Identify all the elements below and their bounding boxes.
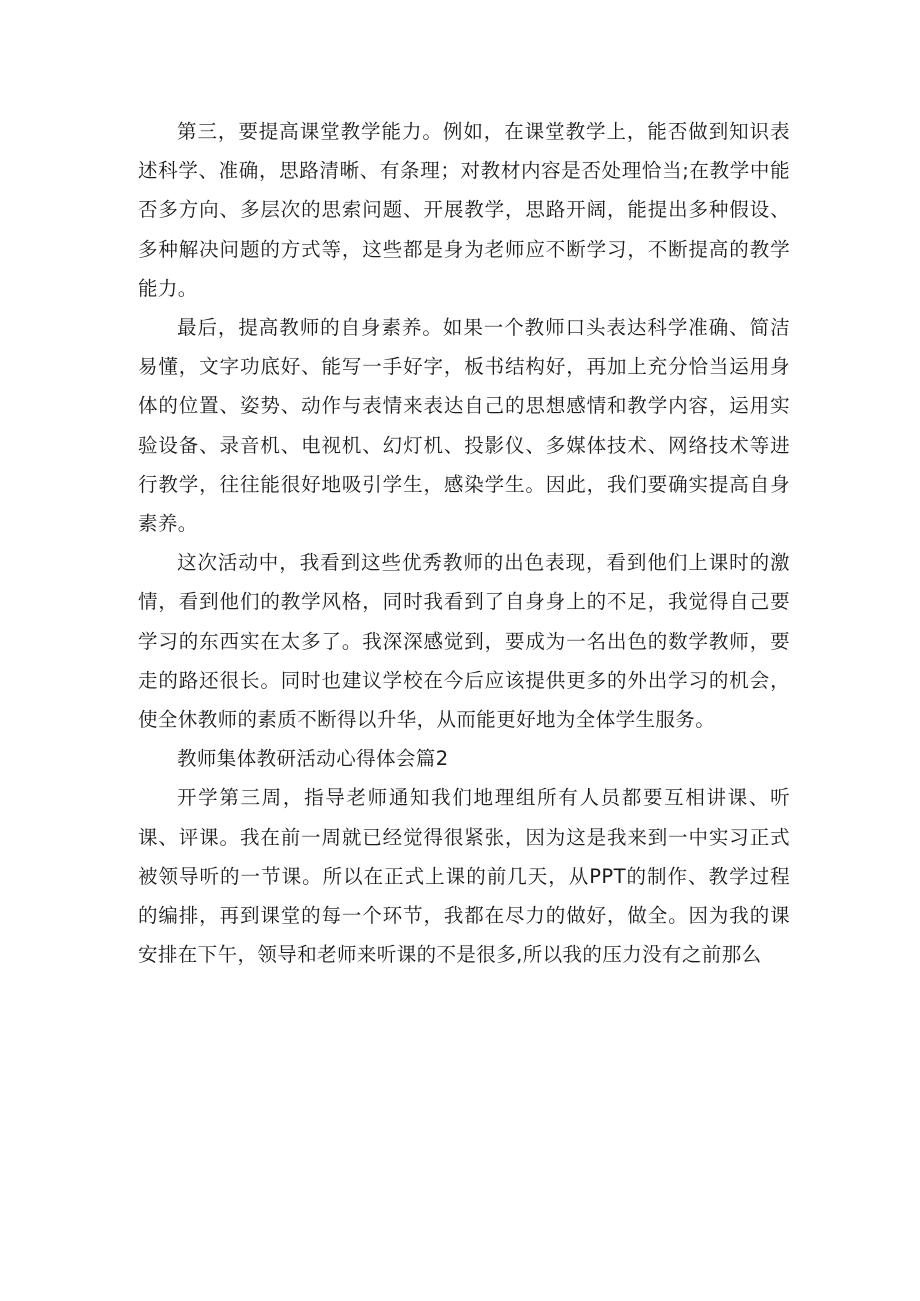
paragraph-self-quality: 最后，提高教师的自身素养。如果一个教师口头表达科学准确、简洁易懂，文字功底好、能写一手好字，板书结构好，再加上充分恰当运用身体的位置、姿势、动作与表情来表达自己的思想感情和教学内容，运用实验设备、录音机、电视机、幻灯机、投影仪、多媒体技术、网络技术等进行教学，往往能很好地吸引学生，感染学生。因此，我们要确实提高自身素养。	[138, 316, 790, 536]
document-body	[138, 112, 790, 974]
paragraph-classroom-teaching-ability: 第三，要提高课堂教学能力。例如，在课堂教学上，能否做到知识表述科学、准确，思路清晰、有条理；对教材内容是否处理恰当;在教学中能否多方向、多层次的思索问题、开展教学，思路开阔，能提出多种假设、多种解决问题的方式等，这些都是身为老师应不断学习，不断提高的教学能力。	[138, 120, 790, 300]
section-heading: 教师集体教研活动心得体会篇2	[177, 747, 449, 771]
paragraph-activity-reflection: 这次活动中，我看到这些优秀教师的出色表现，看到他们上课时的激情，看到他们的教学风格，同时我看到了自身身上的不足，我觉得自己要学习的东西实在太多了。我深深感觉到，要成为一名出色的数学教师，要走的路还很长。同时也建议学校在今后应该提供更多的外出学习的机会，使全休教师的素质不断得以升华，从而能更好地为全体学生服务。	[138, 551, 790, 732]
paragraph-third-week: 开学第三周，指导老师通知我们地理组所有人员都要互相讲课、听课、评课。我在前一周就已经觉得很紧张，因为这是我来到一中实习正式被领导听的一节课。所以在正式上课的前几天，从PPT的制作、教学过程的编排，再到课堂的每一个环节，我都在尽力的做好，做全。因为我的课安排在下午，领导和老师来听课的不是很多,所以我的压力没有之前那么	[138, 786, 790, 967]
